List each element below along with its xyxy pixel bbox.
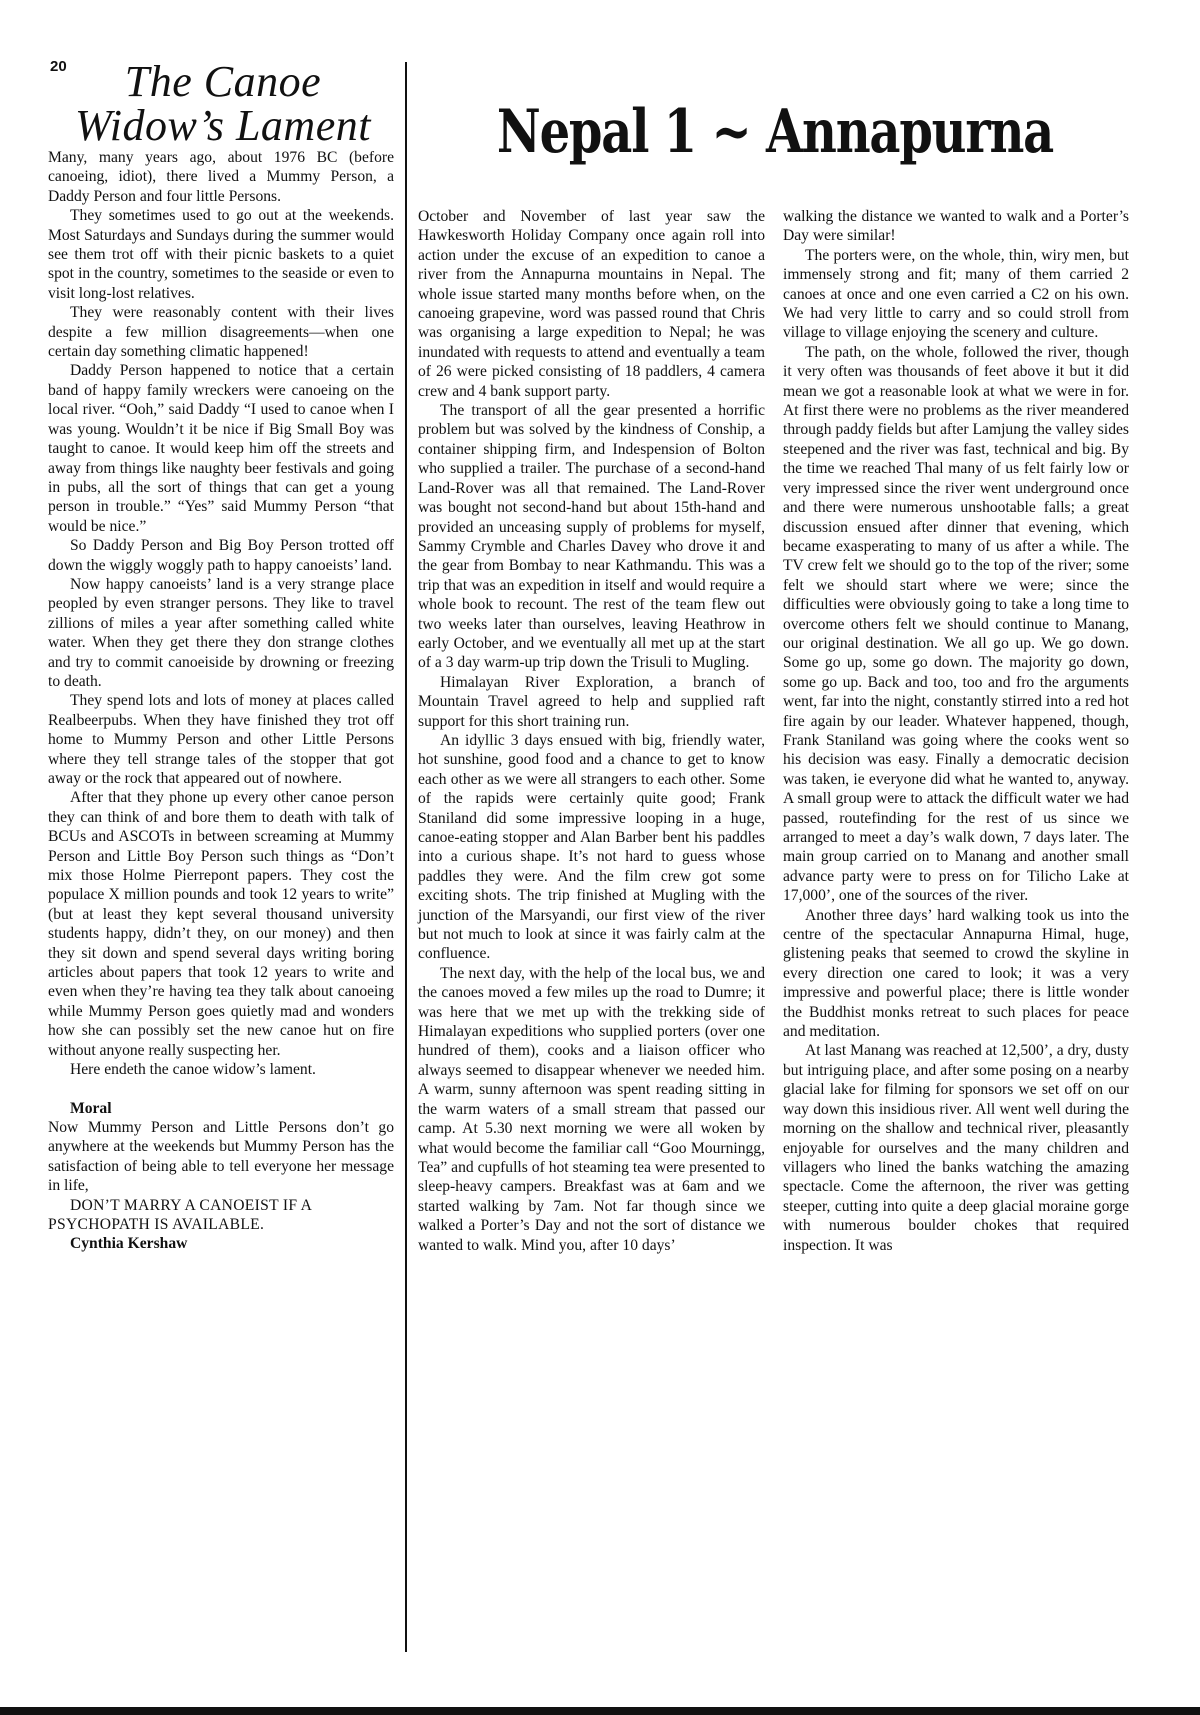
canoe-widow-title-line2: Widow’s Lament: [75, 101, 371, 150]
column-divider: [405, 62, 407, 1652]
nepal-article-column-2: [783, 207, 1129, 1255]
canoe-widow-title: [48, 57, 398, 150]
moral-text: Now Mummy Person and Little Persons don’t go anywhere at the weekends but Mummy Person has the satisfaction of being able to tell everyone her message in life,: [48, 1118, 394, 1195]
article-paragraph: They were reasonably content with their lives despite a few million disagreements—when one certain day something climatic happened!: [48, 304, 394, 361]
article-paragraph: The next day, with the help of the local bus, we and the canoes moved a few miles up the road to Dumre; it was here that we met up with the trekking side of Himalayan expeditions who supplied porters (over one hundred of them), cooks and a liaison officer who always seemed to disappear whenever we needed him. A warm, sunny afternoon was spent reading sitting in the warm waters of a small stream that passed our camp. At 5.30 next morning we were all woken by what would become the familiar call “Goo Mourningg, Tea” and cupfulls of hot steaming tea were presented to sleep-heavy campers. Breakfast was at 6am and we started walking by 7am. Not far though since we walked a Porter’s Day and not the sort of distance we wanted to walk. Mind you, after 10 days’: [418, 964, 765, 1254]
article-paragraph: An idyllic 3 days ensued with big, friendly water, hot sunshine, good food and a chance to get to know each other as we were all strangers to each other. Some of the rapids were certainly quite good; Frank Staniland did some impressive looping in a huge, canoe-eating stopper and Alan Barber bent his paddles into a curious shape. It’s not hard to guess whose paddles they were. And the film crew got some exciting shots. The trip finished at Mugling with the junction of the Marsyandi, our first view of the river but not much to look at since it was fairly calm at the confluence.: [418, 731, 765, 963]
nepal-article-column-1: [418, 207, 765, 1255]
article-paragraph: Here endeth the canoe widow’s lament.: [70, 1061, 316, 1079]
moral-shout: DON’T MARRY A CANOEIST IF A PSYCHOPATH IS AVAILABLE.: [48, 1196, 312, 1233]
article-paragraph: Himalayan River Exploration, a branch of Mountain Travel agreed to help and supplied raft support for this short training run.: [418, 673, 765, 730]
article-paragraph: The porters were, on the whole, thin, wiry men, but immensely strong and fit; many of them carried 2 canoes at once and one even carried a C2 on his own. We had very little to carry and so could stroll from village to village enjoying the scenery and culture.: [783, 246, 1129, 342]
page-number: 20: [50, 58, 67, 75]
article-paragraph: They spend lots and lots of money at places called Realbeerpubs. When they have finished they trot off home to Mummy Person and other Little Persons where they tell strange tales of the stopper that got away or the rock that appeared out of nowhere.: [48, 692, 394, 787]
article-paragraph: walking the distance we wanted to walk and a Porter’s Day were similar!: [783, 208, 1129, 245]
article-paragraph: So Daddy Person and Big Boy Person trotted off down the wiggly woggly path to happy canoeists’ land.: [48, 537, 394, 574]
article-paragraph: They sometimes used to go out at the weekends. Most Saturdays and Sundays during the summer would see them trot off with their picnic baskets to a quiet spot in the country, sometimes to the seaside or even to visit long-lost relatives.: [48, 207, 394, 302]
article-paragraph: Now happy canoeists’ land is a very strange place peopled by even stranger persons. They like to travel zillions of miles a year after something called white water. When they get there they don strange clothes and try to commit canoeiside by drowning or freezing to death.: [48, 575, 394, 690]
article-paragraph: After that they phone up every other canoe person they can think of and bore them to death with talk of BCUs and ASCOTs in between screaming at Mummy Person and Little Boy Person such things as “Don’t mix those Holme Pierrepont papers. They cost the populace X million pounds and took 12 years to write” (but at least they kept several thousand university students happy, didn’t they, on our money) and then they sit down and spend several days writing boring articles about papers that took 12 years to write and even when they’re having tea they talk about canoeing while Mummy Person goes quietly mad and wonders how she can possibly set the new canoe hut on fire without anyone really suspecting her.: [48, 789, 394, 1059]
article-paragraph: The transport of all the gear presented a horrific problem but was solved by the kindness of Conship, a container shipping firm, and Indespension of Bolton who supplied a trailer. The purchase of a second-hand Land-Rover was all that remained. The Land-Rover was bought not second-hand but about 15th-hand and provided an unceasing supply of problems for myself, Sammy Crymble and Charles Davey who drove it and the gear from Bombay to near Kathmandu. This was a trip that was an expedition in itself and would require a whole book to recount. The rest of the team flew out two weeks later than ourselves, leaving Heathrow in early October, and we eventually all met up at the start of a 3 day warm-up trip down the Trisuli to Mugling.: [418, 402, 765, 672]
canoe-widow-title-line1: The Canoe: [124, 57, 322, 106]
article-paragraph: The path, on the whole, followed the river, though it very often was thousands of feet above it but it did mean we got a reasonable look at what we were in for. At first there were no problems as the river meandered through paddy fields but after Lamjung the valley sides steepened and the river was fast, technical and big. By the time we reached Thal many of us felt fairly low or very impressed since the river went underground once and there were numerous unshootable falls; a great discussion ensued after dinner that evening, which became exasperating to many of us after a while. The TV crew felt we should go to the top of the river; some felt we should start where we were; since the difficulties were obviously going to take a long time to overcome others felt we should continue to Manang, our original destination. We all go up. We go down. Some go up, some go down. The majority go down, some go up. Back and too, too and fro the arguments went, far into the night, constantly stirred into a red hot fire again by our leader. Whatever happened, though, Frank Staniland was going where the cooks went so his decision was easy. Finally a democratic decision was taken, ie everyone did what he wanted to, anyway. A small group were to attack the difficult water we had passed, routefinding for the rest of us since we arranged to meet a day’s walk down, 7 days later. The main group carried on to Manang and another small advance party were to press on for Tilicho Lake at 17,000’, one of the sources of the river.: [783, 343, 1129, 905]
article-paragraph: October and November of last year saw the Hawkesworth Holiday Company once again roll into action under the excuse of an expedition to canoe a river from the Annapurna mountains in Nepal. The whole issue started many months before when, on the canoeing grapevine, word was passed round that Chris was organising a large expedition to Nepal; he was inundated with requests to attend and eventually a team of 26 were picked consisting of 18 paddlers, 4 camera crew and 4 bank support party.: [418, 208, 765, 400]
article-paragraph: Another three days’ hard walking took us into the centre of the spectacular Annapurna Himal, huge, glistening peaks that seemed to crowd the skyline in every direction one cared to look; it was a very impressive and powerful place; there is little wonder the Buddhist monks retreat to such places for peace and meditation.: [783, 906, 1129, 1041]
nepal-article-title: Nepal 1 ~ Annapurna: [496, 97, 1054, 167]
moral-section: [48, 1099, 394, 1254]
article-paragraph: Daddy Person happened to notice that a certain band of happy family wreckers were canoeing on the local river. “Ooh,” said Daddy “I used to canoe when I was young. Wouldn’t it be nice if Big Small Boy was taught to canoe. It would keep him off the streets and away from things like naughty beer festivals and going in pubs, all the sort of things that can get a young person in trouble.” “Yes” said Mummy Person “that would be nice.”: [48, 362, 394, 535]
moral-heading: Moral: [70, 1099, 112, 1117]
author-byline: Cynthia Kershaw: [70, 1235, 188, 1253]
bottom-border: [0, 1707, 1200, 1715]
article-paragraph: At last Manang was reached at 12,500’, a dry, dusty but intriguing place, and after some posing on a nearby glacial lake for filming for sponsors we set off on our way down this insidious river. All went well during the morning on the shallow and technical river, pleasantly enjoyable for ourselves and the many children and villagers who lined the banks watching the amazing spectacle. Come the afternoon, the river was getting steeper, cutting into quite a deep glacial moraine gorge with numerous boulder chokes that required inspection. It was: [783, 1042, 1129, 1254]
canoe-widow-article-body: [48, 148, 394, 1254]
article-paragraph: Many, many years ago, about 1976 BC (before canoeing, idiot), there lived a Mummy Person, a Daddy Person and four little Persons.: [48, 149, 394, 205]
